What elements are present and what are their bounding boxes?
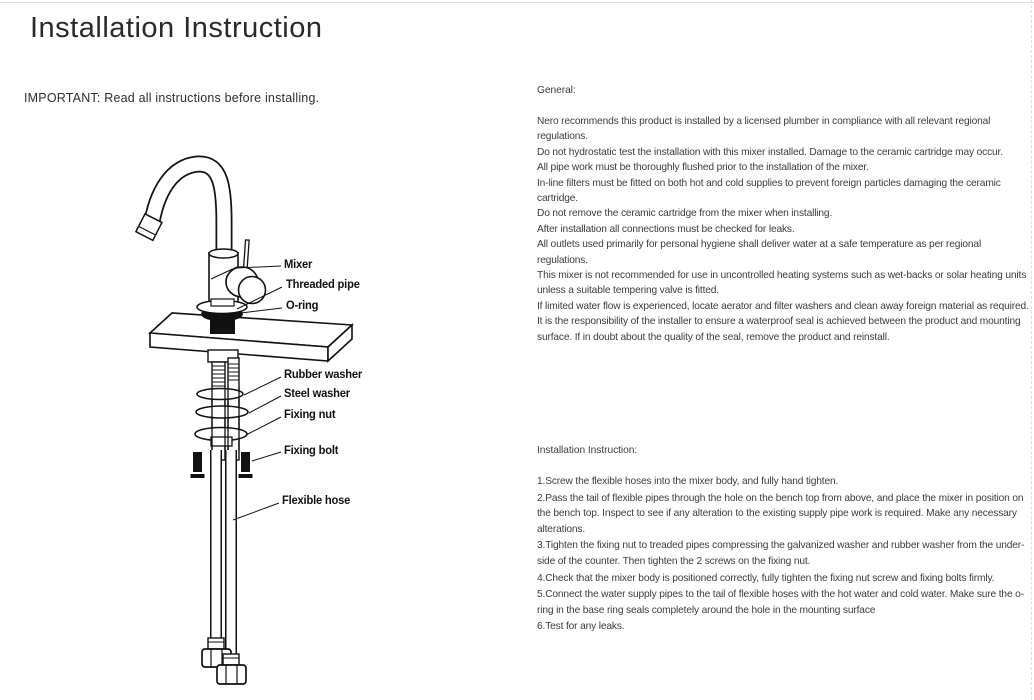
installation-step: 6.Test for any leaks. [537,621,625,633]
label-o-ring: O-ring [286,300,319,312]
handle-knob-face [239,277,266,304]
label-flexible-hose: Flexible hose [282,495,351,507]
steel-washer-part [196,406,248,418]
general-heading: General: [537,85,576,96]
installation-steps [537,474,1034,636]
general-paragraph: In-line filters must be fitted on both hot and cold supplies to prevent foreign particles damaging the ceramic cartridge. [537,177,1001,205]
general-paragraphs [537,114,1034,345]
general-paragraph: Do not hydrostatic test the installation with this mixer installed. Damage to the ceramic cartridge may occur. [537,146,1003,158]
general-paragraph: If limited water flow is experienced, locate aerator and filter washers and clean away foreign material as required. [537,300,1029,312]
general-paragraph: All outlets used primarily for personal hygiene shall deliver water at a safe temperature as per regional regulations. [537,239,982,266]
label-mixer: Mixer [284,259,313,271]
base-collar [211,299,234,306]
installation-step: 4.Check that the mixer body is positioned correctly, fully tighten the fixing nut screw and fixing bolts firmly. [537,572,995,584]
label-threaded-pipe: Threaded pipe [286,279,360,291]
installation-step: 1.Screw the flexible hoses into the mixer body, and fully hand tighten. [537,476,839,487]
installation-heading: Installation Instruction: [537,445,638,456]
general-paragraph: All pipe work must be thoroughly flushed prior to the installation of the mixer. [537,162,869,174]
installation-step: 3.Tighten the fixing nut to treaded pipes compressing the galvanized washer and rubber washer from the under-side of the counter. Then tighten the 2 screws on the fixing nut. [537,540,1025,567]
general-paragraph: Nero recommends this product is installed by a licensed plumber in compliance with all relevant regional regulations. [537,116,991,143]
rubber-washer-part [197,389,243,400]
label-rubber-washer: Rubber washer [284,369,363,381]
faucet-diagram [60,150,380,700]
page-title: Installation Instruction [30,12,323,44]
mixer-body-top [209,249,238,258]
general-paragraph: Do not remove the ceramic cartridge from the mixer when installing. [537,208,833,220]
important-note: IMPORTANT: Read all instructions before installing. [24,91,320,105]
label-steel-washer: Steel washer [284,388,350,400]
general-paragraph: This mixer is not recommended for use in uncontrolled heating systems such as wet-backs or solar heating units unless a suitable tempering valve is fitted. [537,270,1027,297]
page-edge-top [0,2,1034,3]
general-paragraph: After installation all connections must be checked for leaks. [537,223,795,235]
installation-step: 2.Pass the tail of flexible pipes through the hole on the bench top from above, and place the mixer in position on the bench top. Inspect to see if any alteration to the existing supply pipe work is required. Make any necessary alterations. [537,492,1024,535]
label-fixing-nut: Fixing nut [284,409,336,421]
general-paragraph: It is the responsibility of the installer to ensure a waterproof seal is achieved between the product and mounting surface. If in doubt about the quality of the seal, remove the product and reinstall. [537,316,1021,343]
fixing-nut-body [211,437,232,446]
label-fixing-bolt: Fixing bolt [284,445,339,457]
installation-step: 5.Connect the water supply pipes to the tail of flexible hoses with the hot water and cold water. Make sure the o-ring in the base ring seals completely around the hole in the mounting surface [537,589,1024,616]
